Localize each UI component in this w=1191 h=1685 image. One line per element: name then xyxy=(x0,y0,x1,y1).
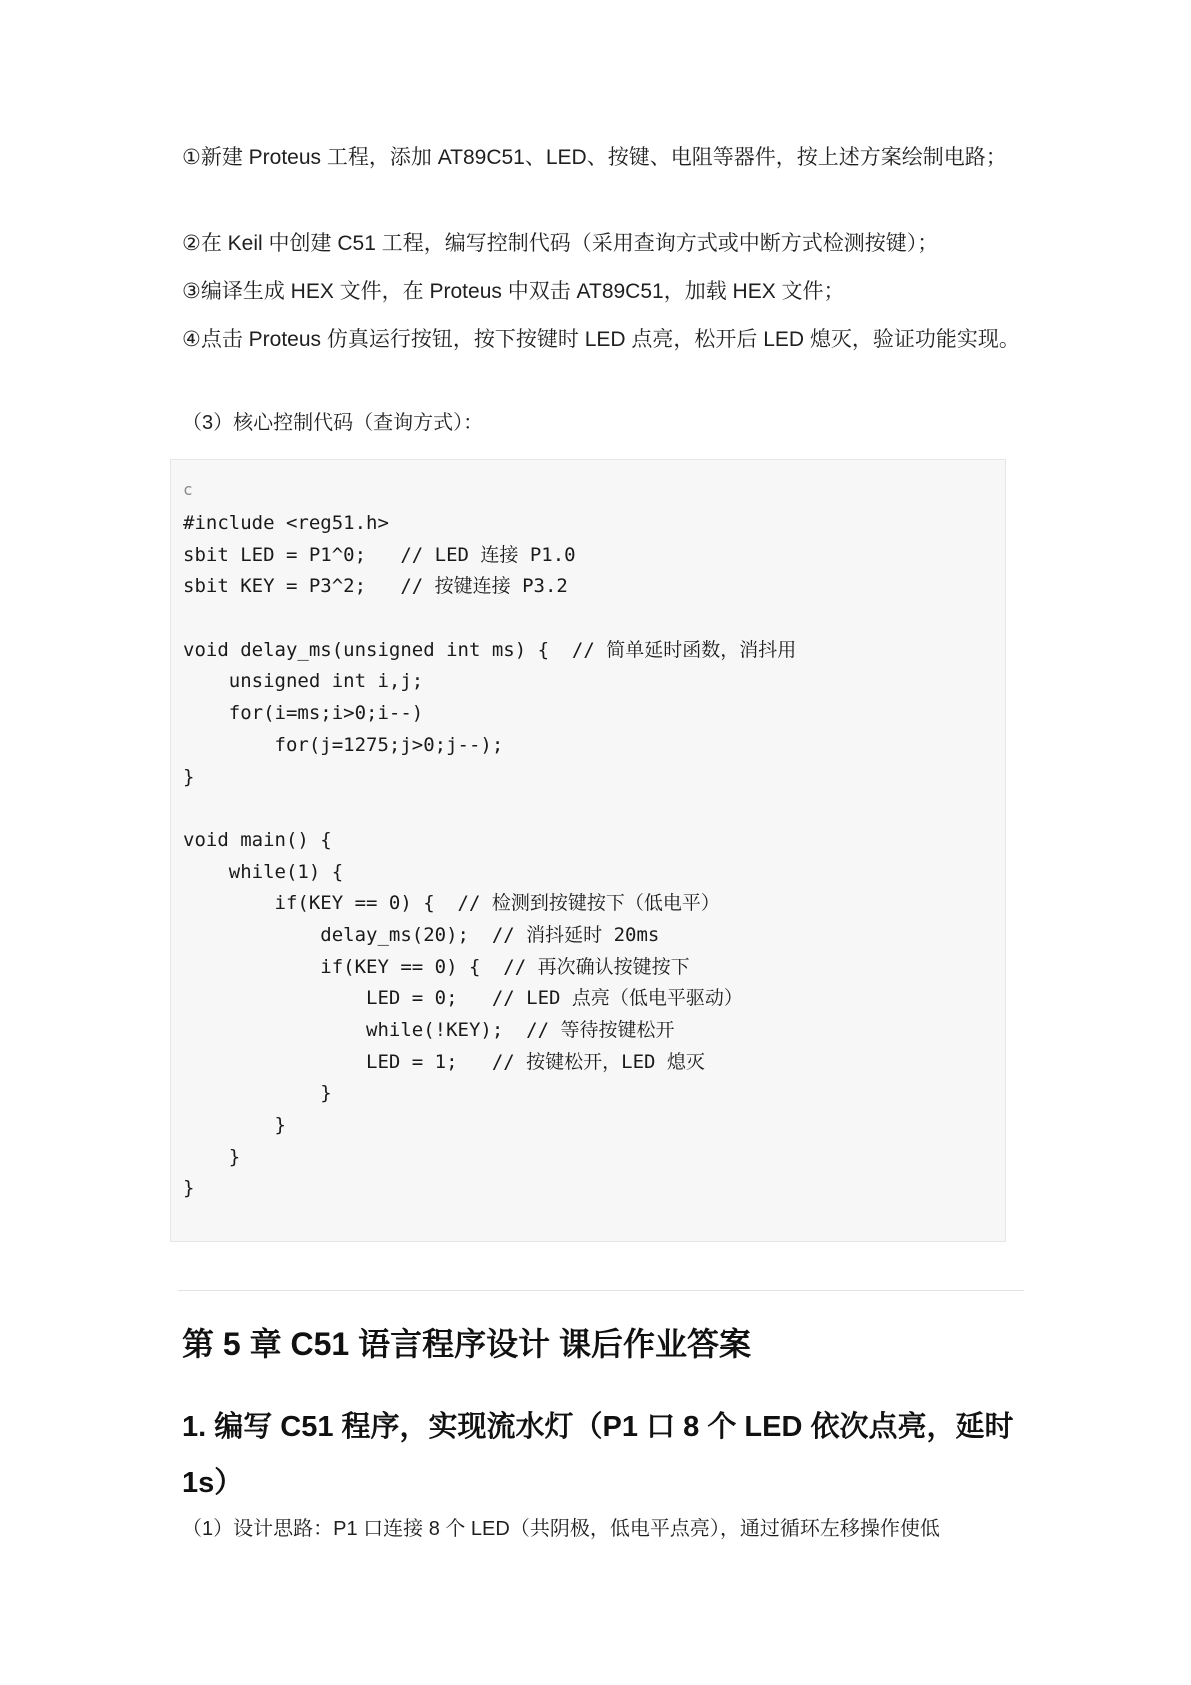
code-line: if(KEY == 0) { // 检测到按键按下（低电平） xyxy=(183,892,720,915)
step-2 xyxy=(182,226,1022,262)
code-line: #include <reg51.h> xyxy=(183,512,389,534)
code-line: delay_ms(20); // 消抖延时 20ms xyxy=(183,923,660,946)
code-line: while(!KEY); // 等待按键松开 xyxy=(183,1019,675,1041)
code-content xyxy=(183,508,796,1205)
code-heading: （3）核心控制代码（查询方式）： xyxy=(182,412,484,434)
chapter-title: 第 5 章 C51 语言程序设计 课后作业答案 xyxy=(182,1326,751,1362)
code-line: unsigned int i,j; xyxy=(183,670,424,693)
code-language-label: c xyxy=(183,480,193,499)
code-line: sbit KEY = P3^2; // 按键连接 P3.2 xyxy=(183,575,568,598)
step-3-text: ③编译生成 HEX 文件，在 Proteus 中双击 AT89C51，加载 HEX 文件； xyxy=(182,280,845,303)
code-line: LED = 0; // LED 点亮（低电平驱动） xyxy=(183,987,743,1010)
code-line: void main() { xyxy=(183,828,332,851)
code-line: for(j=1275;j>0;j--); xyxy=(183,733,504,756)
step-1 xyxy=(182,140,1022,176)
step-4 xyxy=(182,322,1022,358)
code-line: } xyxy=(183,1145,241,1168)
section-divider xyxy=(178,1290,1024,1291)
code-line: LED = 1; // 按键松开，LED 熄灭 xyxy=(183,1050,705,1073)
code-block[interactable] xyxy=(170,459,1006,1242)
code-line: if(KEY == 0) { // 再次确认按键按下 xyxy=(183,955,690,978)
code-line: } xyxy=(183,1082,332,1105)
code-line: } xyxy=(183,765,195,788)
code-line xyxy=(183,603,796,635)
step-3 xyxy=(182,274,1022,310)
code-line: void delay_ms(unsigned int ms) { // 简单延时函数，消抖用 xyxy=(183,638,797,661)
step-4-text: ④点击 Proteus 仿真运行按钮，按下按键时 LED 点亮，松开后 LED 熄灭，验证功能实现。 xyxy=(182,328,1020,351)
code-line: sbit LED = P1^0; // LED 连接 P1.0 xyxy=(183,543,576,566)
design-text: （1）设计思路：P1 口连接 8 个 LED（共阴极，低电平点亮），通过循环左移操作使低 xyxy=(182,1518,940,1540)
question-title: 1. 编写 C51 程序，实现流水灯（P1 口 8 个 LED 依次点亮，延时 1s） xyxy=(182,1411,1014,1499)
code-line: while(1) { xyxy=(183,860,344,883)
step-2-text: ②在 Keil 中创建 C51 工程，编写控制代码（采用查询方式或中断方式检测按键）； xyxy=(182,232,939,255)
step-1-text: ①新建 Proteus 工程，添加 AT89C51、LED、按键、电阻等器件，按上述方案绘制电路； xyxy=(182,146,1007,169)
code-line: } xyxy=(183,1177,195,1200)
code-line: for(i=ms;i>0;i--) xyxy=(183,702,424,725)
code-line: } xyxy=(183,1114,286,1137)
code-line xyxy=(183,793,796,825)
